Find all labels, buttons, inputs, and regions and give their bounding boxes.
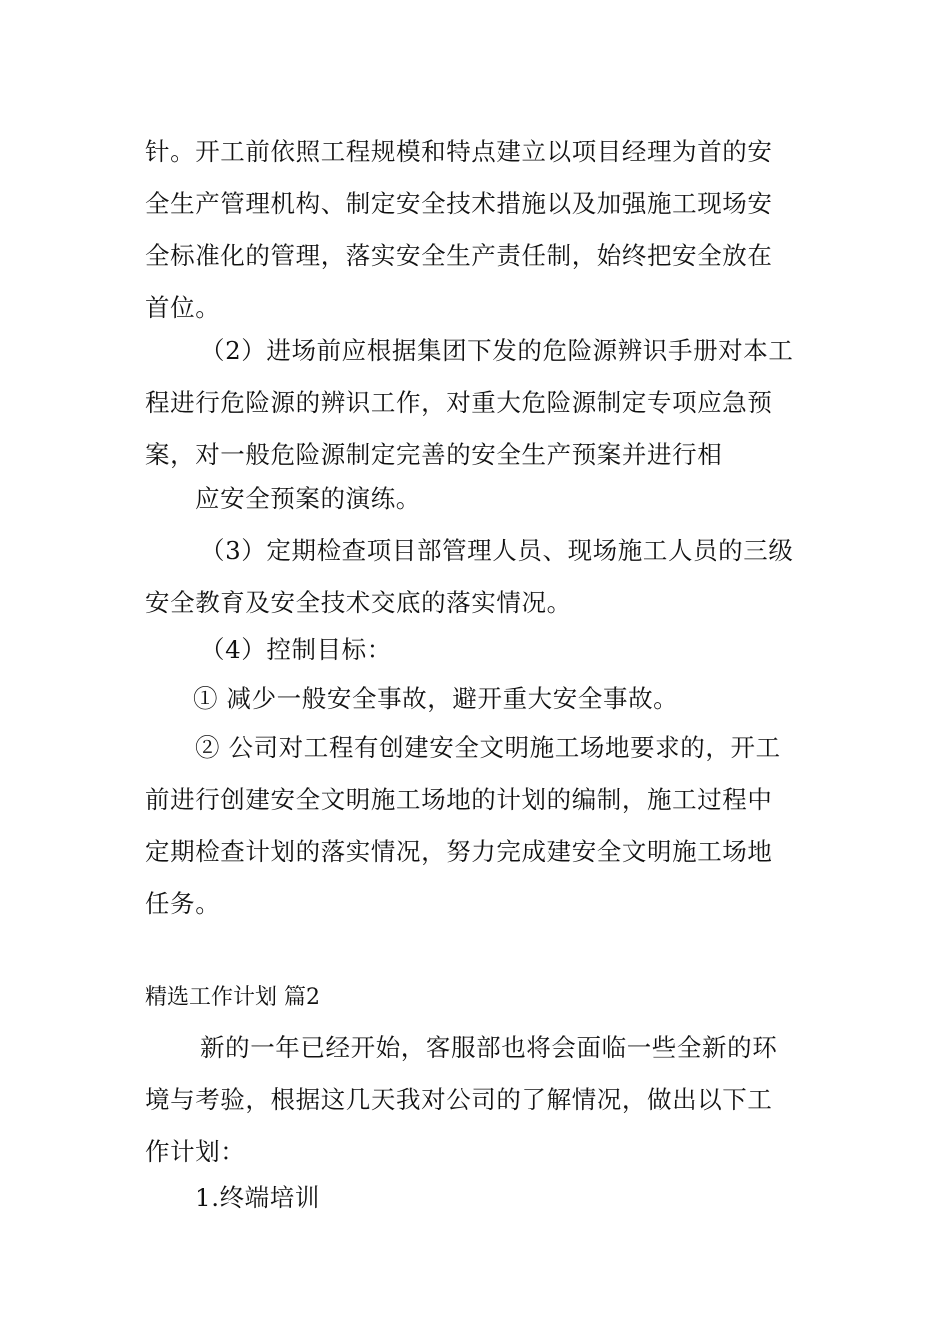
paragraph-item-4	[200, 624, 865, 676]
text-line: 全生产管理机构、制定安全技术措施以及加强施工现场安	[145, 189, 773, 218]
section-heading: 精选工作计划 篇2	[145, 985, 320, 1010]
paragraph-goal-2	[195, 722, 860, 774]
text-line: 程进行危险源的辨识工作，对重大危险源制定专项应急预	[145, 388, 773, 417]
text-line: 前进行创建安全文明施工场地的计划的编制，施工过程中	[145, 785, 773, 814]
text-line: 首位。	[145, 293, 221, 322]
text-line: （4）控制目标：	[200, 635, 392, 664]
text-line: ② 公司对工程有创建安全文明施工场地要求的，开工	[195, 733, 781, 762]
paragraph-drill	[195, 473, 860, 525]
paragraph-item-2-continued	[145, 377, 810, 481]
text-line: 应安全预案的演练。	[195, 484, 421, 513]
text-line: ① 减少一般安全事故，避开重大安全事故。	[193, 684, 679, 713]
paragraph-goal-2-continued	[145, 774, 810, 930]
text-line: 全标准化的管理，落实安全生产责任制，始终把安全放在	[145, 241, 773, 270]
text-line: 案，对一般危险源制定完善的安全生产预案并进行相	[145, 440, 723, 469]
text-line: 境与考验，根据这几天我对公司的了解情况，做出以下工	[145, 1085, 773, 1114]
text-line: 作计划：	[145, 1137, 246, 1166]
text-line: 任务。	[145, 889, 221, 918]
paragraph-safety-intro	[145, 126, 810, 334]
paragraph-goal-1	[193, 673, 858, 725]
text-line: 针。开工前依照工程规模和特点建立以项目经理为首的安	[145, 137, 773, 166]
paragraph-item-2	[200, 325, 865, 377]
paragraph-terminal-training	[195, 1172, 860, 1224]
paragraph-new-year	[200, 1022, 865, 1074]
text-line: （2）进场前应根据集团下发的危险源辨识手册对本工	[200, 336, 794, 365]
text-line: （3）定期检查项目部管理人员、现场施工人员的三级	[200, 536, 794, 565]
text-line: 定期检查计划的落实情况，努力完成建安全文明施工场地	[145, 837, 773, 866]
text-line: 安全教育及安全技术交底的落实情况。	[145, 588, 572, 617]
paragraph-item-3-continued	[145, 577, 810, 629]
text-line: 新的一年已经开始，客服部也将会面临一些全新的环	[200, 1033, 778, 1062]
text-line: 1.终端培训	[195, 1183, 320, 1212]
paragraph-item-3	[200, 525, 865, 577]
paragraph-new-year-continued	[145, 1074, 810, 1178]
